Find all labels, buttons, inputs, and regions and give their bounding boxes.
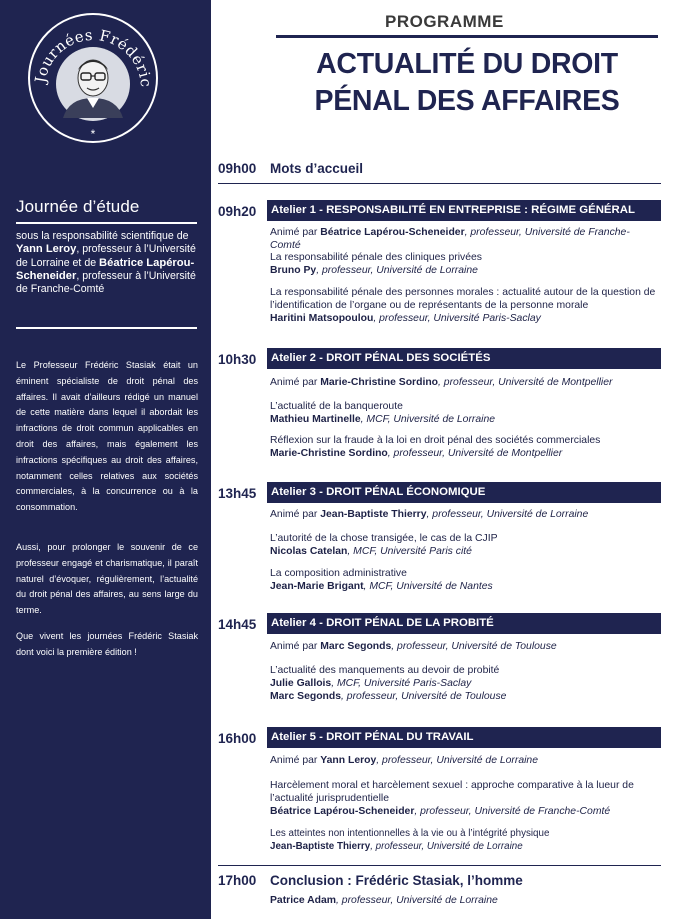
session-bar: Atelier 3 - DROIT PÉNAL ÉCONOMIQUE	[267, 482, 661, 503]
page-title: ACTUALITÉ DU DROIT PÉNAL DES AFFAIRES	[314, 48, 620, 117]
talk-item: L’autorité de la chose transigée, le cas de la CJIP Nicolas Catelan, MCF, Université Paris cité	[270, 533, 498, 558]
sidebar-paragraph: Que vivent les journées Frédéric Stasiak dont voici la première édition !	[16, 631, 198, 657]
talk-item: La responsabilité pénale des personnes morales : actualité autour de la question de l’identification de l’organe ou de représentants de la personne morale Haritini Matsopoulou, professeur, Université Paris-Saclay	[270, 287, 656, 325]
sidebar-title: Journée d’étude	[16, 197, 140, 216]
divider	[218, 865, 661, 866]
time-label: 14h45	[218, 617, 257, 632]
time-label: 09h20	[218, 204, 257, 219]
divider	[16, 222, 197, 224]
logo-seal	[27, 12, 159, 144]
session-bar: Atelier 4 - DROIT PÉNAL DE LA PROBITÉ	[267, 613, 661, 634]
session-moderator: Animé par Jean-Baptiste Thierry, professeur, Université de Lorraine	[270, 509, 589, 520]
portrait-logo	[27, 12, 159, 144]
time-label: 16h00	[218, 731, 257, 746]
conclusion-speaker: Patrice Adam, professeur, Université de Lorraine	[270, 895, 498, 906]
star-icon: *	[90, 127, 96, 141]
conclusion-title: Conclusion : Frédéric Stasiak, l’homme	[270, 873, 523, 888]
divider	[16, 327, 197, 329]
session-moderator: Animé par Yann Leroy, professeur, Université de Lorraine	[270, 755, 538, 766]
programme-label: PROGRAMME	[385, 12, 504, 31]
sidebar-paragraph: Aussi, pour prolonger le souvenir de ce professeur engagé et charismatique, il paraît naturel d’évoquer, régulièrement, l’actualité du droit pénal des affaires, au sens large du terme.	[16, 542, 198, 616]
session-moderator: Animé par Béatrice Lapérou-Scheneider, professeur, Université de Franche-Comté	[270, 227, 630, 252]
session-moderator: Animé par Marie-Christine Sordino, professeur, Université de Montpellier	[270, 377, 613, 388]
svg-text:Journées Frédéric Stasiak: Journées Frédéric	[31, 25, 156, 89]
sidebar-paragraph: Le Professeur Frédéric Stasiak était un éminent spécialiste de droit pénal des affaires. Il avait d’ailleurs rédigé un manuel de cette matière dans lequel il abordait les infractions de droit commun applicables en droit des affaires, mais également les infractions spécifiques au droit des affaires, notamment celles relatives aux sociétés commerciales, à la concurrence ou à la consommation.	[16, 360, 198, 513]
session-moderator: Animé par Marc Segonds, professeur, Université de Toulouse	[270, 641, 557, 652]
time-label: 13h45	[218, 486, 257, 501]
talk-item: La responsabilité pénale des cliniques privées Bruno Py, professeur, Université de Lorraine	[270, 252, 482, 277]
session-bar: Atelier 5 - DROIT PÉNAL DU TRAVAIL	[267, 727, 661, 748]
talk-item: L’actualité de la banqueroute Mathieu Martinelle, MCF, Université de Lorraine	[270, 401, 496, 426]
session-bar: Atelier 2 - DROIT PÉNAL DES SOCIÉTÉS	[267, 348, 661, 369]
talk-item: Harcèlement moral et harcèlement sexuel : approche comparative à la lueur de l’actualité jurisprudentielle Béatrice Lapérou-Scheneider, professeur, Université de Franche-Comté	[270, 780, 634, 818]
talk-item: Réflexion sur la fraude à la loi en droit pénal des sociétés commerciales Marie-Christine Sordino, professeur, Université de Montpellier	[270, 435, 601, 460]
session-title: Mots d’accueil	[270, 161, 364, 176]
responsibility-text: sous la responsabilité scientifique de Yann Leroy, professeur à l’Université de Lorraine et de Béatrice Lapérou-Scheneider, professeur à l’Université de Franche-Comté	[16, 230, 196, 296]
time-label: 17h00	[218, 873, 257, 888]
time-label: 10h30	[218, 352, 257, 367]
session-bar: Atelier 1 - RESPONSABILITÉ EN ENTREPRISE : RÉGIME GÉNÉRAL	[267, 200, 661, 221]
header-rule	[276, 35, 658, 38]
sidebar	[0, 0, 211, 919]
divider	[218, 183, 661, 184]
talk-item: La composition administrative Jean-Marie Brigant, MCF, Université de Nantes	[270, 568, 493, 593]
talk-item: Les atteintes non intentionnelles à la vie ou à l’intégrité physique Jean-Baptiste Thierry, professeur, Université de Lorraine	[270, 828, 550, 853]
talk-item: L’actualité des manquements au devoir de probité Julie Gallois, MCF, Université Paris-Saclay Marc Segonds, professeur, Université de Toulouse	[270, 665, 507, 703]
time-label: 09h00	[218, 161, 257, 176]
